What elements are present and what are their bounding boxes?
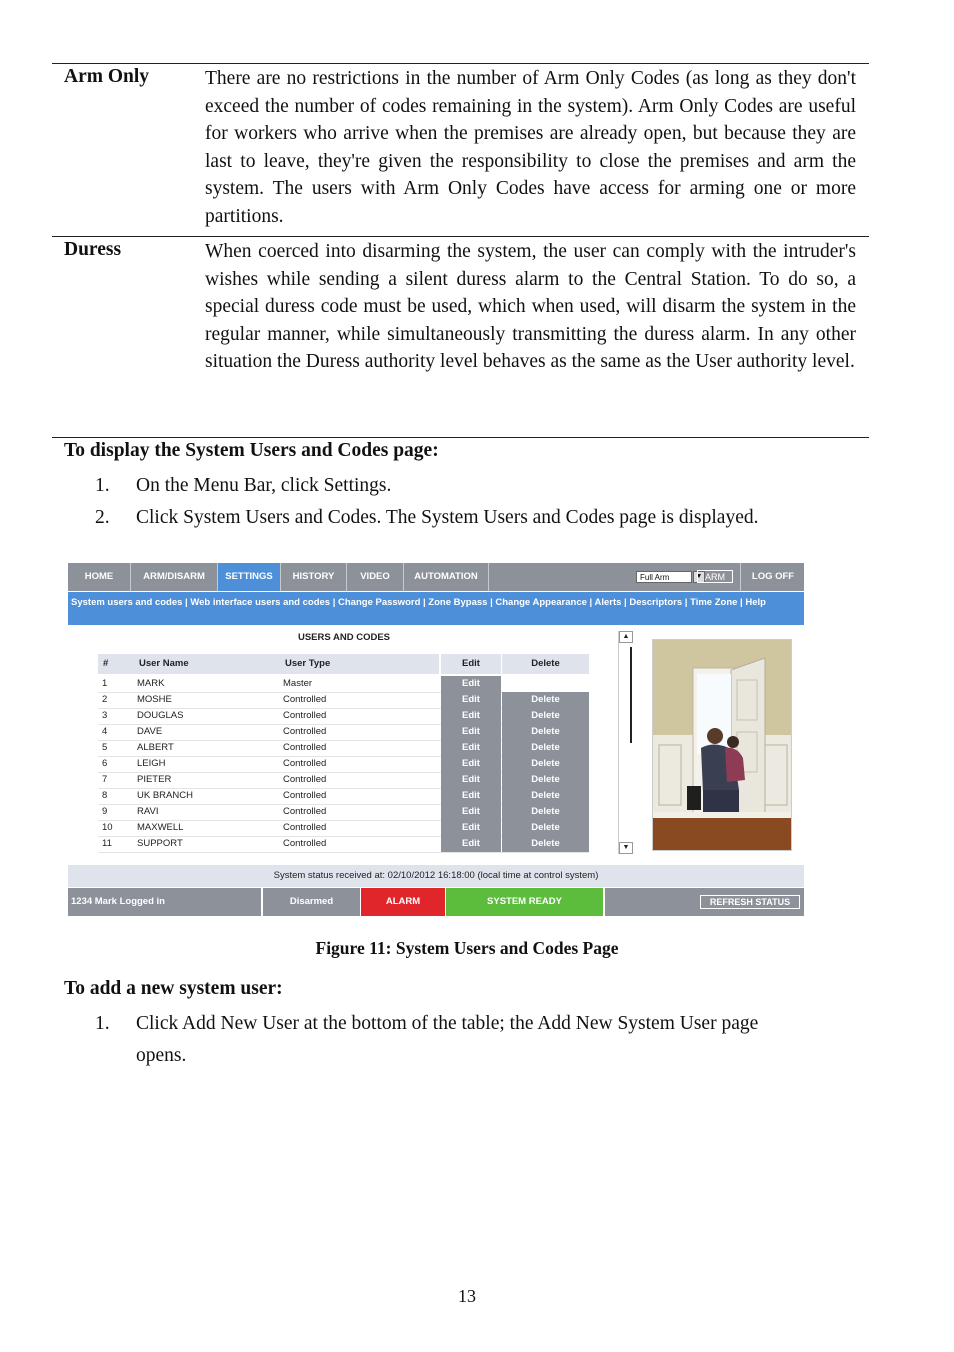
status-footer: [68, 888, 804, 916]
user-type: Controlled: [283, 726, 327, 737]
edit-button[interactable]: Edit: [441, 692, 501, 708]
table-row: [98, 692, 589, 709]
user-number: 1: [102, 678, 108, 689]
user-name: SUPPORT: [137, 838, 183, 849]
table-row: [98, 756, 589, 773]
user-number: 6: [102, 758, 108, 769]
edit-button[interactable]: Edit: [441, 772, 501, 788]
edit-button[interactable]: Edit: [441, 724, 501, 740]
user-name: RAVI: [137, 806, 159, 817]
table-row: [98, 804, 589, 821]
col-delete: Delete: [502, 654, 589, 674]
definition-arm-only: There are no restrictions in the number of Arm Only Codes (as long as they don't exceed the number of codes remaining in the system). Arm Only Codes are useful for workers who arrive when the premises are already open, but because they are last to leave, they're given the responsibility to close the premises and arm the system. The users with Arm Only Codes have access for arming one or more partitions.: [205, 68, 856, 227]
user-number: 9: [102, 806, 108, 817]
delete-button[interactable]: Delete: [502, 756, 589, 772]
user-type: Master: [283, 678, 313, 689]
table-title: USERS AND CODES: [297, 632, 391, 643]
user-number: 7: [102, 774, 108, 785]
arm-mode-value: Full Arm: [640, 573, 670, 582]
table-row: [98, 788, 589, 805]
term-duress: Duress: [64, 239, 122, 260]
delete-button[interactable]: Delete: [502, 772, 589, 788]
term-arm-only: Arm Only: [64, 66, 150, 87]
step-text: On the Menu Bar, click Settings.: [136, 475, 392, 496]
user-number: 10: [102, 822, 113, 833]
delete-button[interactable]: Delete: [502, 740, 589, 756]
alarm-status: ALARM: [361, 888, 445, 916]
section-heading-display: To display the System Users and Codes page:: [64, 440, 439, 461]
users-table-panel: [68, 625, 634, 862]
arm-mode-select[interactable]: [636, 571, 703, 583]
user-type: Controlled: [283, 758, 327, 769]
family-door-image: [653, 640, 792, 851]
menu-automation[interactable]: AUTOMATION: [404, 563, 489, 591]
logged-in-label: 1234 Mark Logged in: [68, 888, 261, 916]
menu-settings[interactable]: SETTINGS: [218, 563, 281, 591]
step-text: Click System Users and Codes. The System Users and Codes page is displayed.: [136, 507, 759, 528]
user-name: DOUGLAS: [137, 710, 184, 721]
col-edit: Edit: [441, 654, 501, 674]
disarmed-status: Disarmed: [263, 888, 360, 916]
logoff-button[interactable]: LOG OFF: [740, 563, 804, 591]
footer-right: [605, 888, 804, 916]
system-ready-status: SYSTEM READY: [446, 888, 603, 916]
table-top-rule: [52, 63, 869, 64]
table-row: [98, 772, 589, 789]
table-scrollbar[interactable]: [618, 631, 633, 854]
user-number: 8: [102, 790, 108, 801]
scroll-thumb[interactable]: [630, 647, 632, 743]
user-number: 2: [102, 694, 108, 705]
menu-arm-disarm[interactable]: ARM/DISARM: [131, 563, 218, 591]
user-name: MOSHE: [137, 694, 172, 705]
menu-bar: [68, 563, 804, 591]
delete-button[interactable]: Delete: [502, 724, 589, 740]
table-row-rule: [52, 236, 869, 237]
col-user-type: User Type: [285, 658, 331, 669]
table-row: [98, 820, 589, 837]
edit-button[interactable]: Edit: [441, 740, 501, 756]
step-number: 2.: [95, 507, 110, 528]
step-number: 1.: [95, 475, 110, 496]
step-number: 1.: [95, 1013, 110, 1034]
user-number: 5: [102, 742, 108, 753]
user-name: UK BRANCH: [137, 790, 193, 801]
edit-button[interactable]: Edit: [441, 788, 501, 804]
col-num: #: [103, 658, 109, 669]
user-name: LEIGH: [137, 758, 166, 769]
menu-home[interactable]: HOME: [68, 563, 131, 591]
refresh-status-button[interactable]: REFRESH STATUS: [700, 895, 800, 909]
user-number: 11: [102, 838, 112, 849]
status-line: System status received at: 02/10/2012 16:18:00 (local time at control system): [68, 865, 804, 887]
scroll-up-icon[interactable]: ▲: [619, 631, 633, 643]
user-type: Controlled: [283, 838, 327, 849]
definition-duress: When coerced into disarming the system, the user can comply with the intruder's wishes while sending a silent duress alarm to the Central Station. To do so, a special duress code must be used, which when used, will disarm the system in the regular manner, while simultaneously transmitting the duress alarm. In any other situation the Duress authority level behaves as the same as the User authority level.: [205, 241, 856, 373]
user-type: Controlled: [283, 806, 327, 817]
delete-button[interactable]: Delete: [502, 692, 589, 708]
menu-history[interactable]: HISTORY: [281, 563, 347, 591]
delete-button[interactable]: Delete: [502, 708, 589, 724]
col-user-name: User Name: [139, 658, 189, 669]
delete-button[interactable]: Delete: [502, 788, 589, 804]
section-heading-add-user: To add a new system user:: [64, 978, 283, 999]
delete-button[interactable]: Delete: [502, 836, 589, 852]
user-type: Controlled: [283, 742, 327, 753]
user-name: MAXWELL: [137, 822, 184, 833]
page-number: 13: [458, 1286, 476, 1306]
user-name: ALBERT: [137, 742, 174, 753]
user-type: Controlled: [283, 822, 327, 833]
menu-video[interactable]: VIDEO: [347, 563, 404, 591]
table-row: [98, 740, 589, 757]
user-number: 3: [102, 710, 108, 721]
edit-button[interactable]: Edit: [441, 836, 501, 852]
user-name: PIETER: [137, 774, 172, 785]
user-number: 4: [102, 726, 108, 737]
user-type: Controlled: [283, 710, 327, 721]
user-name: DAVE: [137, 726, 163, 737]
table-row: [98, 836, 589, 853]
step-text-continued: opens.: [136, 1045, 187, 1066]
edit-button[interactable]: Edit: [441, 708, 501, 724]
table-row: [98, 676, 589, 693]
settings-submenu[interactable]: System users and codes | Web interface users and codes | Change Password | Zone Bypass | Change Appearance | Alerts | Descriptors | Time Zone | Help: [68, 592, 804, 625]
edit-button[interactable]: Edit: [441, 756, 501, 772]
delete-button[interactable]: Delete: [502, 804, 589, 820]
user-name: MARK: [137, 678, 165, 689]
table-row: [98, 708, 589, 725]
chevron-down-icon[interactable]: ▼: [693, 571, 705, 583]
edit-button[interactable]: Edit: [441, 804, 501, 820]
user-type: Controlled: [283, 790, 327, 801]
table-bottom-rule: [52, 437, 869, 438]
edit-button[interactable]: Edit: [441, 676, 501, 692]
screenshot-figure: [68, 563, 804, 916]
user-type: Controlled: [283, 694, 327, 705]
home-photo: [652, 639, 792, 851]
step-text: Click Add New User at the bottom of the table; the Add New System User page: [136, 1013, 759, 1034]
table-row: [98, 724, 589, 741]
table-header: [98, 654, 439, 674]
delete-button[interactable]: Delete: [502, 820, 589, 836]
scroll-down-icon[interactable]: ▼: [619, 842, 633, 854]
edit-button[interactable]: Edit: [441, 820, 501, 836]
user-type: Controlled: [283, 774, 327, 785]
figure-caption: Figure 11: System Users and Codes Page: [315, 938, 619, 958]
arm-button[interactable]: ARM: [697, 570, 733, 583]
